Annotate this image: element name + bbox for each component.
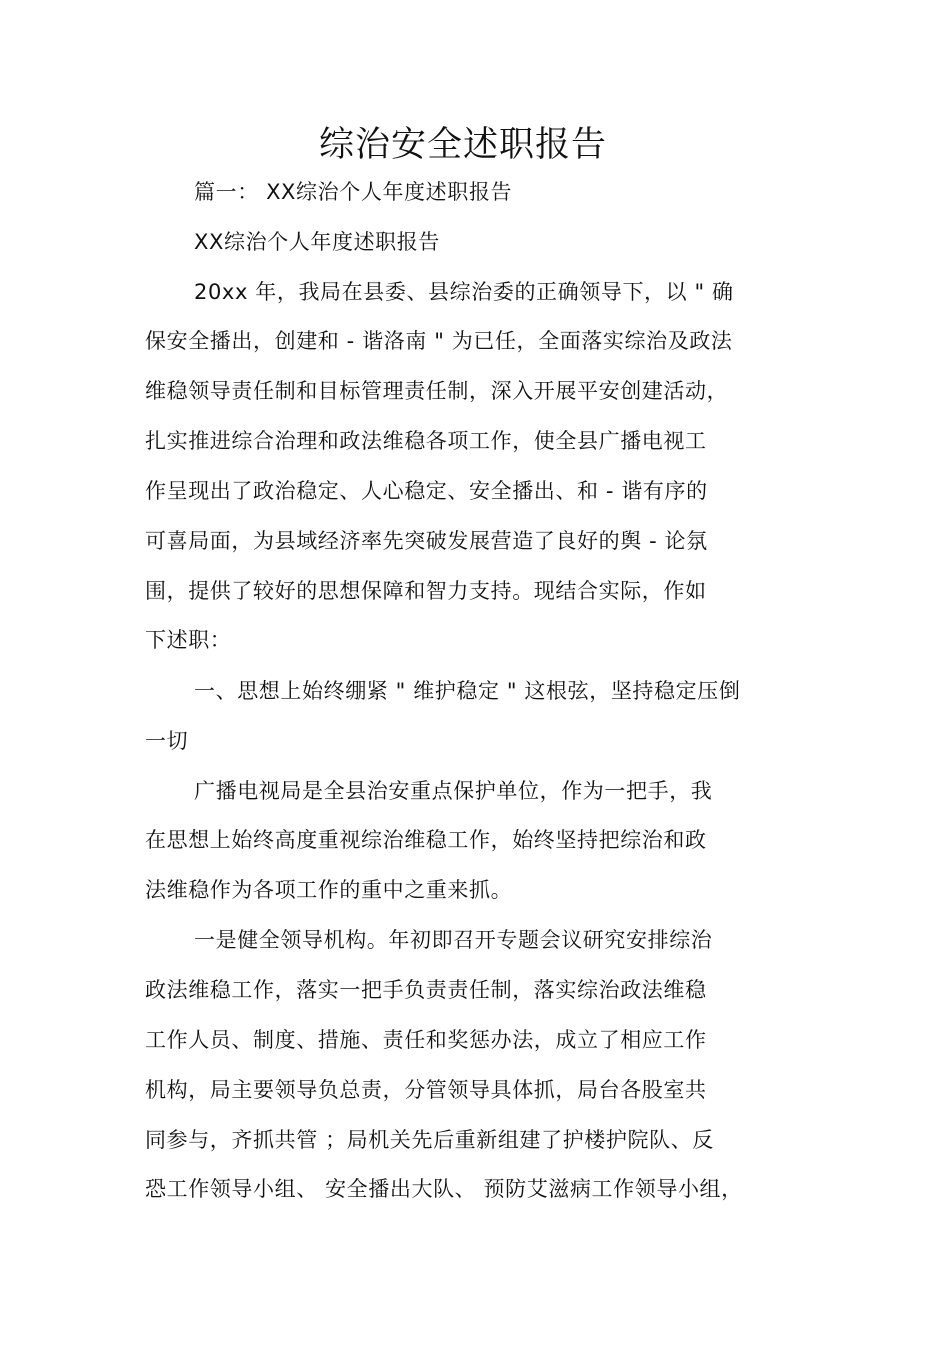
- paragraph-line: 在思想上始终高度重视综治维稳工作，始终坚持把综治和政: [145, 828, 707, 852]
- report-heading: XX综治个人年度述职报告: [194, 230, 440, 254]
- paragraph-line: 机构，局主要领导负总责，分管领导具体抓，局台各股室共: [145, 1078, 707, 1102]
- paragraph-line: 一是健全领导机构。年初即召开专题会议研究安排综治: [194, 928, 713, 952]
- paragraph-line: 政法维稳工作，落实一把手负责责任制，落实综治政法维稳: [145, 978, 707, 1002]
- paragraph-line: 可喜局面，为县域经济率先突破发展营造了良好的舆 - 论氛: [145, 529, 708, 553]
- paragraph-line: 法维稳作为各项工作的重中之重来抓。: [145, 878, 513, 902]
- paragraph-line: 恐工作领导小组、 安全播出大队、 预防艾滋病工作领导小组，: [145, 1177, 743, 1201]
- paragraph-line: 保安全播出，创建和 - 谐洛南 " 为已任，全面落实综治及政法: [145, 329, 733, 353]
- paragraph-line: 20xx 年，我局在县委、县综治委的正确领导下，以 " 确: [194, 280, 734, 304]
- subtitle-line: 篇一： XX综治个人年度述职报告: [194, 180, 513, 204]
- paragraph-line: 围，提供了较好的思想保障和智力支持。现结合实际，作如: [145, 579, 707, 603]
- paragraph-line: 下述职：: [145, 628, 232, 652]
- paragraph-line: 维稳领导责任制和目标管理责任制，深入开展平安创建活动，: [145, 379, 729, 403]
- paragraph-line: 扎实推进综合治理和政法维稳各项工作，使全县广播电视工: [145, 429, 707, 453]
- paragraph-line: 作呈现出了政治稳定、人心稳定、安全播出、和 - 谐有序的: [145, 479, 708, 503]
- section-heading: 一、思想上始终绷紧 " 维护稳定 " 这根弦，坚持稳定压倒: [194, 679, 741, 703]
- paragraph-line: 广播电视局是全县治安重点保护单位，作为一把手，我: [194, 779, 713, 803]
- paragraph-line: 工作人员、制度、措施、责任和奖惩办法，成立了相应工作: [145, 1028, 707, 1052]
- section-heading: 一切: [145, 729, 189, 753]
- document-title: 综治安全述职报告: [318, 125, 607, 165]
- paragraph-line: 同参与，齐抓共管 ；局机关先后重新组建了护楼护院队、反: [145, 1128, 714, 1152]
